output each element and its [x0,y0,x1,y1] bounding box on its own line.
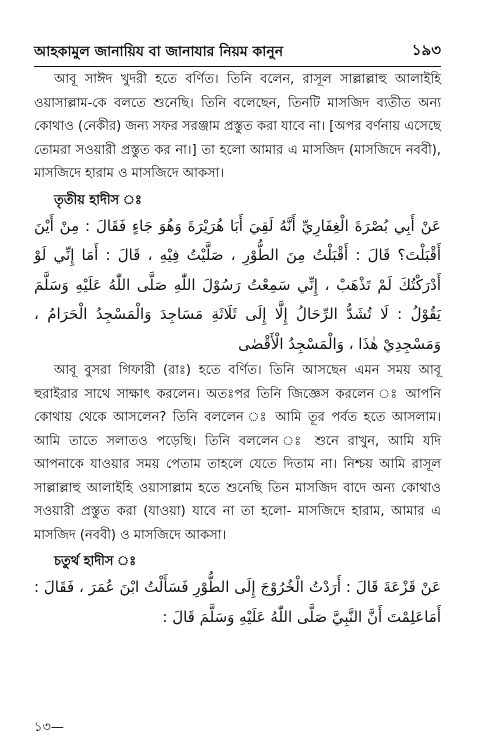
translation-paragraph-1: আবূ সাঈদ খুদরী হতে বর্ণিত। তিনি বলেন, রাসূল সাল্লাল্লাহু আলাইহি ওয়াসাল্লাম-কে বলতে শুনেছি। তিনি বলেছেন, তিনটি মাসজিদ ব্যতীত অন্য কোথাও (নেকীর) জন্য সফর সরঞ্জাম প্রস্তুত করা যাবে না। [অপর বর্ণনায় এসেছে তোমরা সওয়ারী প্রস্তুত কর না।] তা হলো আমার এ মাসজিদ (মাসজিদে নববী), মাসজিদে হারাম ও মাসজিদে আকসা। [34,72,441,181]
hadith-heading-4: চতুর্থ হাদীস ঃ [54,554,137,569]
running-header [34,38,441,67]
chapter-title: আহকামুল জানায়িয বা জানাযার নিয়ম কানুন [34,44,284,60]
page-number: ১৯৩ [411,41,441,59]
arabic-text-4: عَنْ قَزْعَةَ قَالَ : أَرَدْتُ الْخُرُوْجَ إِلَى الطُّوْرِ فَسَأَلْتُ ابْنَ عُمَرَ ، فَقَالَ : أَمَاعَلِمْتَ أَنَّ النَّبِيَّ صَلَّى اللّٰهُ عَلَيْهِ وَسَلَّمَ قَالَ : [34,578,441,626]
hadith-heading-3: তৃতীয় হাদীস ঃ [54,192,142,208]
page-body [34,68,441,632]
translation-paragraph-2: আবূ বুসরা গিফারী (রাঃ) হতে বর্ণিত। তিনি আসছেন এমন সময় আবূ হুরাইরার সাথে সাক্ষাৎ করলেন। অতঃপর তিনি জিজ্ঞেস করলেন ঃ আপনি কোথায় থেকে আসলেন? তিনি বললেন ঃ আমি তূর পর্বত হতে আসলাম। আমি তাতে সলাতও পড়েছি। তিনি বললেন ঃ শুনে রাখুন, আমি যদি আপনাকে যাওয়ার সময় পেতাম তাহলে যেতে দিতাম না। নিশ্চয় আমি রাসূল সাল্লাল্লাহু আলাইহি ওয়াসাল্লাম হতে শুনেছি তিন মাসজিদ বাদে অন্য কোথাও সওয়ারী প্রস্তুত করা (যাওয়া) যাবে না তা হলো- মাসজিদে হারাম, আমার এ মাসজিদ (নববী) ও মাসজিদে আকসা। [34,363,441,543]
signature-mark: ১৩— [34,720,64,735]
arabic-text-3: عَنْ أَبِي بُصْرَةَ الْغِفَارِيِّ أَنَّهُ لَقِيَ أَبَا هُرَيْرَةَ وَهُوَ جَاءٍ فَقَالَ : مِنْ أَيْنَ أَقْبَلْتَ؟ قَالَ : أَقْبَلْتُ مِنَ الطُّوْرِ ، صَلَّيْتُ فِيْهِ ، قَالَ : أَمَا إِنِّي لَوْ أَدْرَكْتُكَ لَمْ تَذْهَبْ ، إِنِّي سَمِعْتُ رَسُوْلَ اللّٰهِ صَلَّى اللّٰهُ عَلَيْهِ وَسَلَّمَ يَقُوْلُ : لَا تُشَدُّ الرِّحَالُ إِلَّا إِلَى ثَلَاثَةِ مَسَاجِدَ وَالْمَسْجِدُ الْحَرَامُ ، وَمَسْجِدِيْ هٰذَا ، وَالْمَسْجِدُ الْأَقْصٰى [34,216,441,353]
